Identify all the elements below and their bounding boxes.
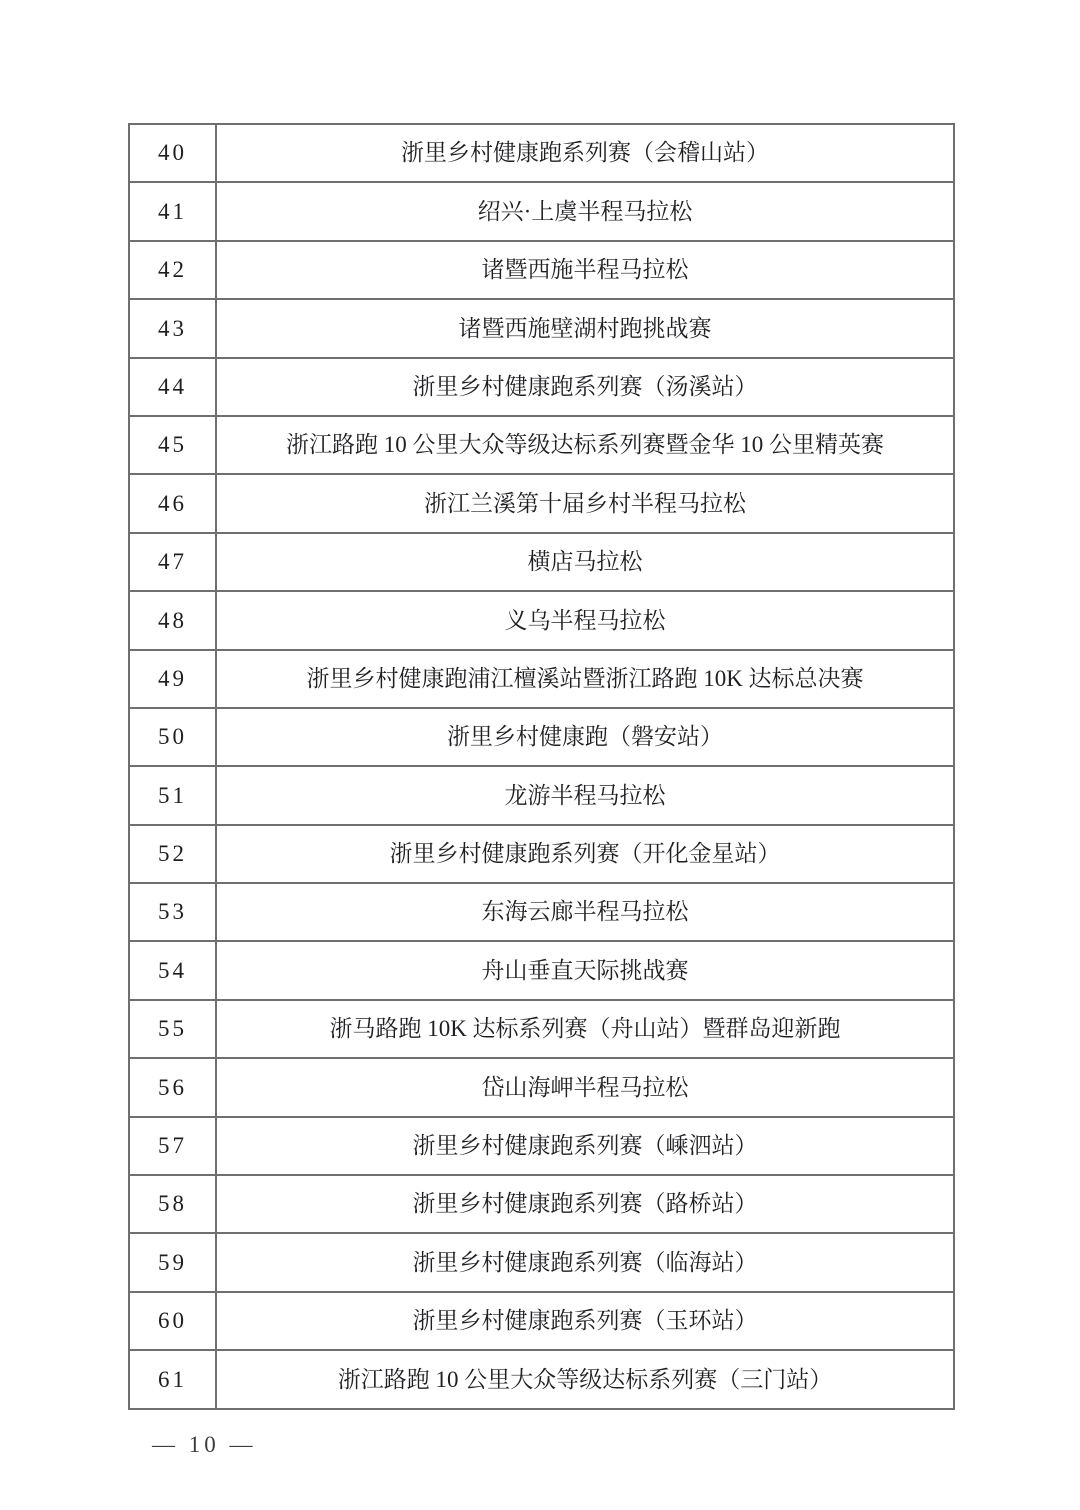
table-row [129, 1175, 954, 1233]
race-name-cell: 浙里乡村健康跑系列赛（汤溪站） [216, 358, 954, 416]
race-name-cell: 浙里乡村健康跑系列赛（玉环站） [216, 1292, 954, 1350]
table-row [129, 241, 954, 299]
race-name-cell: 浙里乡村健康跑系列赛（临海站） [216, 1233, 954, 1291]
race-name-cell: 浙里乡村健康跑系列赛（路桥站） [216, 1175, 954, 1233]
table-row [129, 825, 954, 883]
race-name-cell: 浙马路跑 10K 达标系列赛（舟山站）暨群岛迎新跑 [216, 1000, 954, 1058]
row-number-cell: 44 [129, 358, 216, 416]
row-number-cell: 58 [129, 1175, 216, 1233]
row-number-cell: 55 [129, 1000, 216, 1058]
race-name-cell: 龙游半程马拉松 [216, 766, 954, 824]
row-number-cell: 48 [129, 591, 216, 649]
row-number-cell: 56 [129, 1058, 216, 1116]
table-row [129, 941, 954, 999]
race-table-body [129, 124, 954, 1409]
race-name-cell: 绍兴·上虞半程马拉松 [216, 182, 954, 240]
row-number-cell: 45 [129, 416, 216, 474]
row-number-cell: 47 [129, 533, 216, 591]
row-number-cell: 53 [129, 883, 216, 941]
table-row [129, 358, 954, 416]
row-number-cell: 51 [129, 766, 216, 824]
table-row [129, 883, 954, 941]
table-row [129, 1117, 954, 1175]
race-name-cell: 浙里乡村健康跑系列赛（会稽山站） [216, 124, 954, 182]
row-number-cell: 49 [129, 650, 216, 708]
row-number-cell: 57 [129, 1117, 216, 1175]
race-name-cell: 横店马拉松 [216, 533, 954, 591]
race-name-cell: 浙江兰溪第十届乡村半程马拉松 [216, 474, 954, 532]
table-row [129, 1058, 954, 1116]
race-name-cell: 浙江路跑 10 公里大众等级达标系列赛（三门站） [216, 1350, 954, 1408]
row-number-cell: 46 [129, 474, 216, 532]
row-number-cell: 42 [129, 241, 216, 299]
table-row [129, 650, 954, 708]
page-number: — 10 — [152, 1432, 257, 1457]
row-number-cell: 54 [129, 941, 216, 999]
table-row [129, 474, 954, 532]
table-row [129, 124, 954, 182]
table-row [129, 182, 954, 240]
table-row [129, 533, 954, 591]
race-name-cell: 浙里乡村健康跑（磐安站） [216, 708, 954, 766]
race-name-cell: 诸暨西施壁湖村跑挑战赛 [216, 299, 954, 357]
race-list-table [128, 123, 955, 1410]
row-number-cell: 43 [129, 299, 216, 357]
race-name-cell: 浙江路跑 10 公里大众等级达标系列赛暨金华 10 公里精英赛 [216, 416, 954, 474]
table-row [129, 1292, 954, 1350]
row-number-cell: 61 [129, 1350, 216, 1408]
table-row [129, 1233, 954, 1291]
table-row [129, 708, 954, 766]
race-name-cell: 浙里乡村健康跑浦江檀溪站暨浙江路跑 10K 达标总决赛 [216, 650, 954, 708]
row-number-cell: 50 [129, 708, 216, 766]
race-name-cell: 舟山垂直天际挑战赛 [216, 941, 954, 999]
race-name-cell: 浙里乡村健康跑系列赛（嵊泗站） [216, 1117, 954, 1175]
race-name-cell: 岱山海岬半程马拉松 [216, 1058, 954, 1116]
race-name-cell: 义乌半程马拉松 [216, 591, 954, 649]
row-number-cell: 59 [129, 1233, 216, 1291]
table-row [129, 1350, 954, 1408]
table-row [129, 591, 954, 649]
row-number-cell: 41 [129, 182, 216, 240]
race-name-cell: 东海云廊半程马拉松 [216, 883, 954, 941]
race-name-cell: 浙里乡村健康跑系列赛（开化金星站） [216, 825, 954, 883]
table-row [129, 766, 954, 824]
table-row [129, 1000, 954, 1058]
table-row [129, 416, 954, 474]
row-number-cell: 60 [129, 1292, 216, 1350]
table-row [129, 299, 954, 357]
race-name-cell: 诸暨西施半程马拉松 [216, 241, 954, 299]
row-number-cell: 52 [129, 825, 216, 883]
row-number-cell: 40 [129, 124, 216, 182]
